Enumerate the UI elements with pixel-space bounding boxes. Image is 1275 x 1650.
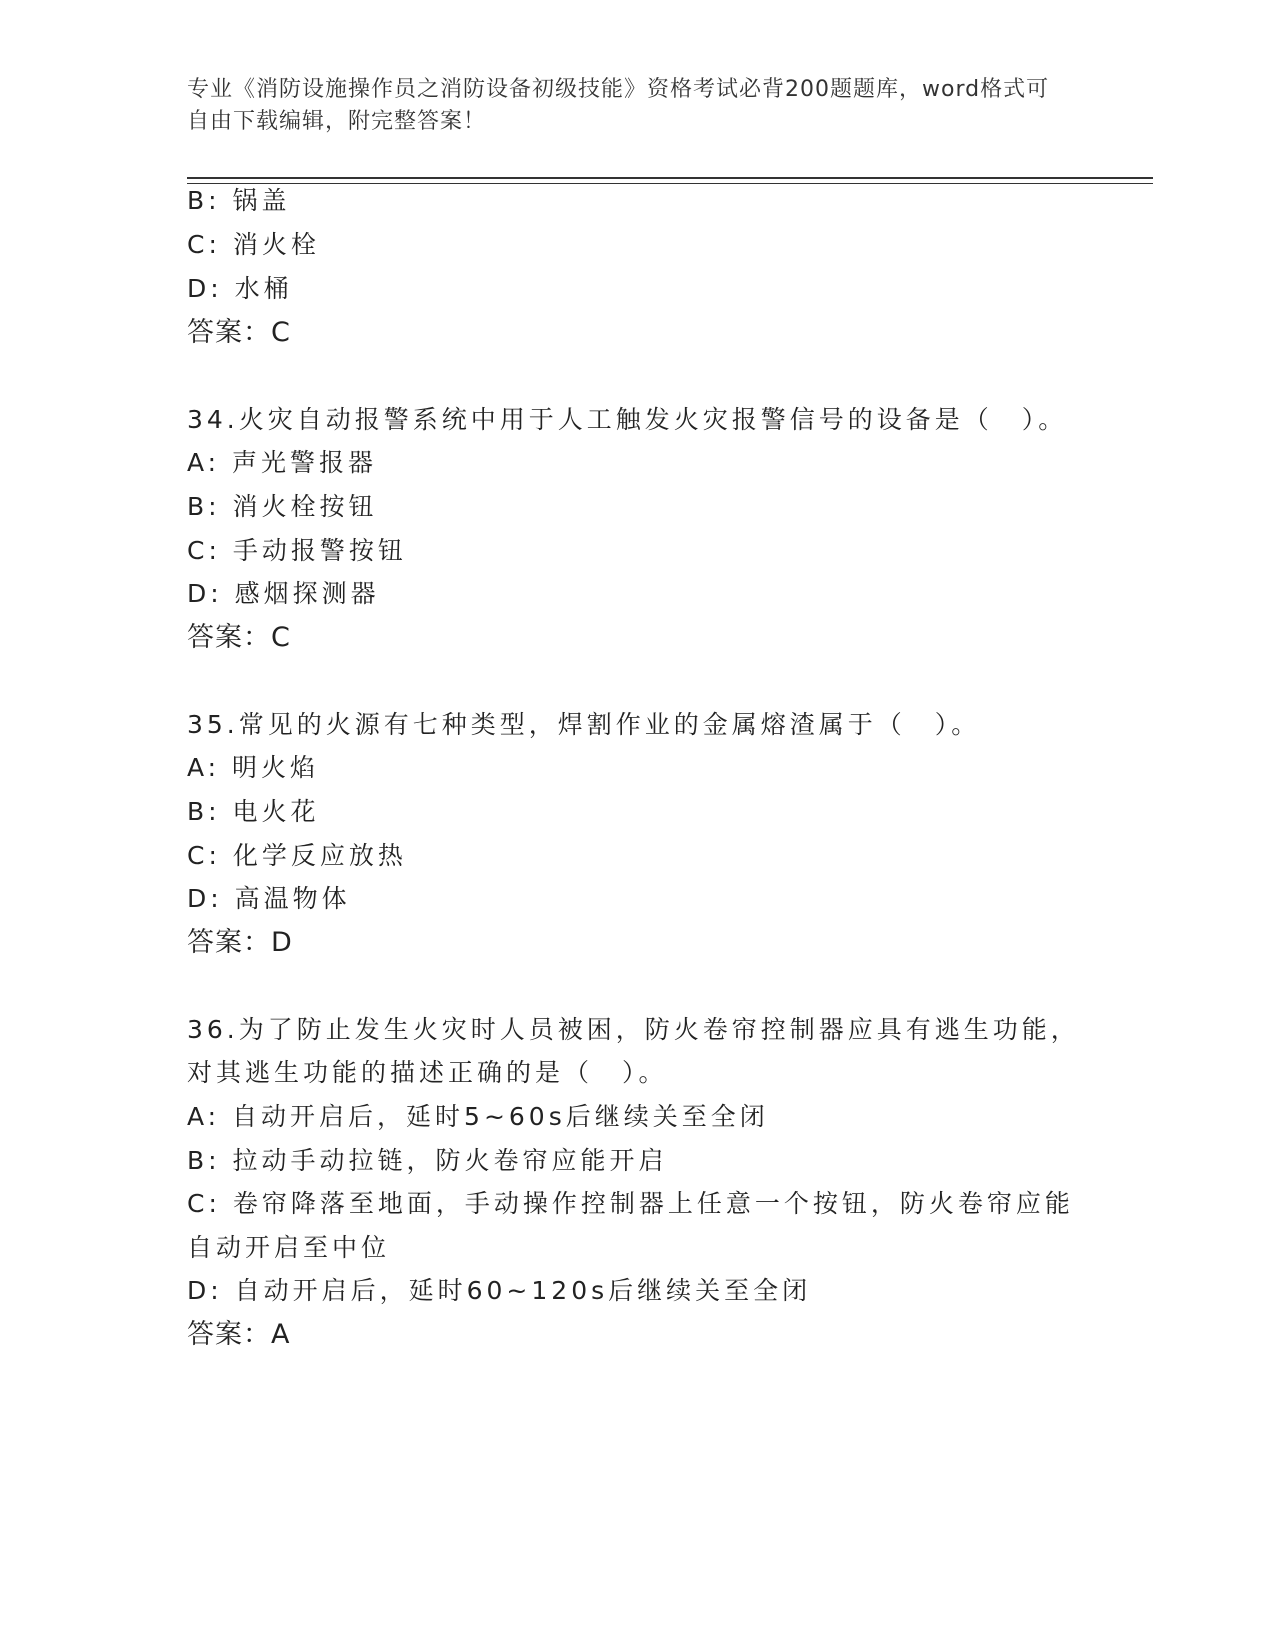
option-c: C: 手动报警按钮 <box>187 536 407 565</box>
header-rule-thin <box>187 183 1153 184</box>
answer: 答案：C <box>187 317 291 348</box>
option-b: B: 电火花 <box>187 797 320 826</box>
option-b: B: 锅盖 <box>187 186 291 215</box>
option-c-line-2: 自动开启至中位 <box>187 1233 391 1262</box>
option-c: C: 化学反应放热 <box>187 841 407 870</box>
header-rule-thick <box>187 177 1153 179</box>
question-text-line-2: 对其逃生功能的描述正确的是（ ）。 <box>187 1058 668 1087</box>
option-a: A: 明火焰 <box>187 753 320 782</box>
answer: 答案：C <box>187 622 291 653</box>
option-a: A: 自动开启后，延时5~60s后继续关至全闭 <box>187 1102 769 1131</box>
document-header: 专业《消防设施操作员之消防设备初级技能》资格考试必背200题题库，word格式可自由下载编辑，附完整答案！ <box>187 77 1050 134</box>
option-b: B: 拉动手动拉链，防火卷帘应能开启 <box>187 1146 668 1175</box>
question-text: 35.常见的火源有七种类型，焊割作业的金属熔渣属于（ ）。 <box>187 710 981 739</box>
option-d: D: 水桶 <box>187 274 293 303</box>
answer: 答案：A <box>187 1319 291 1350</box>
option-d: D: 高温物体 <box>187 884 351 913</box>
option-a: A: 声光警报器 <box>187 448 378 477</box>
option-d: D: 感烟探测器 <box>187 579 380 608</box>
option-c-line-1: C: 卷帘降落至地面，手动操作控制器上任意一个按钮，防火卷帘应能 <box>187 1189 1074 1218</box>
question-text-line-1: 36.为了防止发生火灾时人员被困，防火卷帘控制器应具有逃生功能， <box>187 1015 1080 1044</box>
option-c: C: 消火栓 <box>187 230 320 259</box>
answer: 答案：D <box>187 927 293 958</box>
option-d: D: 自动开启后，延时60~120s后继续关至全闭 <box>187 1276 812 1305</box>
question-text: 34.火灾自动报警系统中用于人工触发火灾报警信号的设备是（ ）。 <box>187 405 1068 434</box>
option-b: B: 消火栓按钮 <box>187 492 378 521</box>
